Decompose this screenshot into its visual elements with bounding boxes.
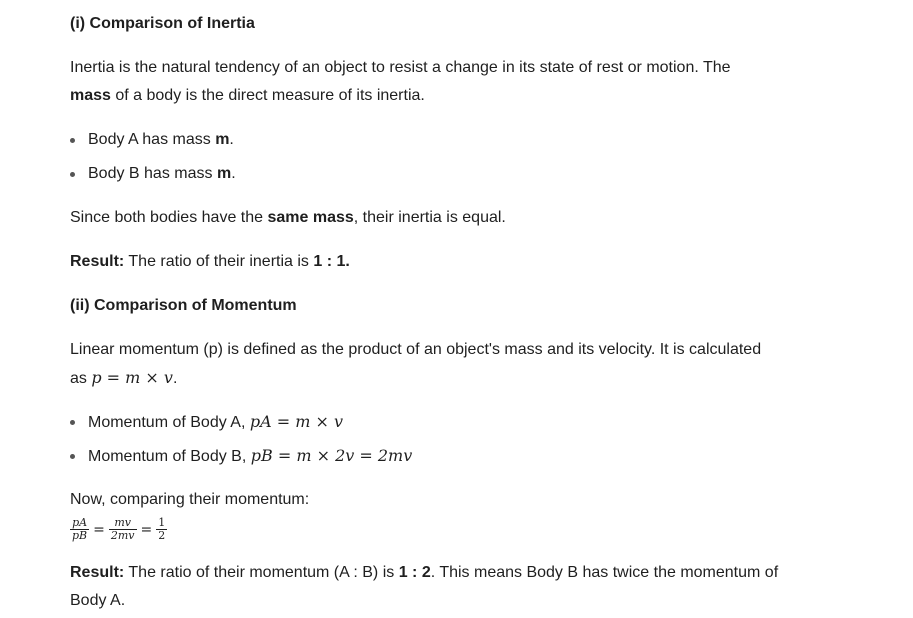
fraction-pa-pb — [70, 517, 89, 542]
momentum-definition-end: . — [172, 370, 178, 387]
momentum-result — [70, 559, 840, 615]
inertia-definition-line1: Inertia is the natural tendency of an object to resist a change in its state of rest or motion. The — [70, 59, 731, 76]
bullet-dot-icon — [70, 420, 75, 425]
same-mass-text-b: , their inertia is equal. — [353, 209, 506, 226]
inertia-ratio: 1 : 1 — [313, 253, 346, 270]
momentum-definition-line2: as — [70, 370, 92, 387]
same-mass-term: same mass — [267, 209, 354, 226]
result-text: The ratio of their momentum (A : B) is — [124, 564, 399, 581]
list-item-text: Momentum of Body B, — [88, 448, 251, 465]
result-line-2: Body A. — [70, 592, 126, 609]
section-heading-momentum: (ii) Comparison of Momentum — [70, 297, 297, 314]
list-item-text: Momentum of Body A, — [88, 414, 250, 431]
mass-symbol: m — [215, 131, 230, 148]
momentum-ratio: 1 : 2 — [398, 564, 431, 581]
fraction-denominator: pB — [72, 529, 88, 542]
result-text-2: . This means Body B has twice the momentum of — [430, 564, 779, 581]
result-end: . — [345, 253, 350, 270]
list-item-text: Body A has mass — [88, 131, 216, 148]
momentum-formula: p = m × v — [91, 368, 173, 387]
list-item-end: . — [229, 131, 234, 148]
mass-symbol: m — [216, 165, 232, 182]
inertia-definition-line2: of a body is the direct measure of its inertia. — [110, 87, 425, 104]
result-label: Result: — [70, 564, 125, 581]
momentum-b-formula: pB = m × 2v = 2mv — [250, 446, 413, 465]
bullet-dot-icon — [70, 454, 75, 459]
momentum-a-formula: pA = m × v — [249, 412, 344, 431]
fraction-denominator: 2mv — [110, 529, 135, 542]
fraction-numerator: 1 — [158, 516, 166, 529]
inertia-result — [70, 248, 840, 276]
fraction-numerator: mv — [109, 517, 137, 530]
result-label: Result: — [70, 253, 125, 270]
fraction-mv-2mv — [109, 517, 137, 542]
list-item-text: Body B has mass — [88, 165, 217, 182]
fraction-numerator: pA — [70, 517, 89, 530]
momentum-ratio-equation: $\frac{pA}{pB}$ = $\frac{mv}{2mv}$ = $\frac{1}{2}$ — [72, 516, 166, 542]
list-item-end: . — [231, 165, 236, 182]
same-mass-text-a: Since both bodies have the — [70, 209, 268, 226]
fraction-1-2 — [156, 517, 167, 542]
bullet-dot-icon — [70, 138, 75, 143]
bullet-dot-icon — [70, 172, 75, 177]
momentum-definition-paragraph — [70, 336, 840, 393]
section-heading-inertia: (i) Comparison of Inertia — [70, 15, 255, 32]
result-text: The ratio of their inertia is — [124, 253, 314, 270]
same-mass-paragraph — [70, 204, 840, 232]
fraction-denominator: 2 — [158, 529, 166, 542]
inertia-definition-paragraph — [70, 54, 840, 110]
momentum-definition-line1: Linear momentum (p) is defined as the product of an object's mass and its velocity. It is calculated — [70, 341, 762, 358]
mass-term: mass — [70, 87, 111, 104]
comparison-intro: Now, comparing their momentum: — [70, 491, 310, 508]
